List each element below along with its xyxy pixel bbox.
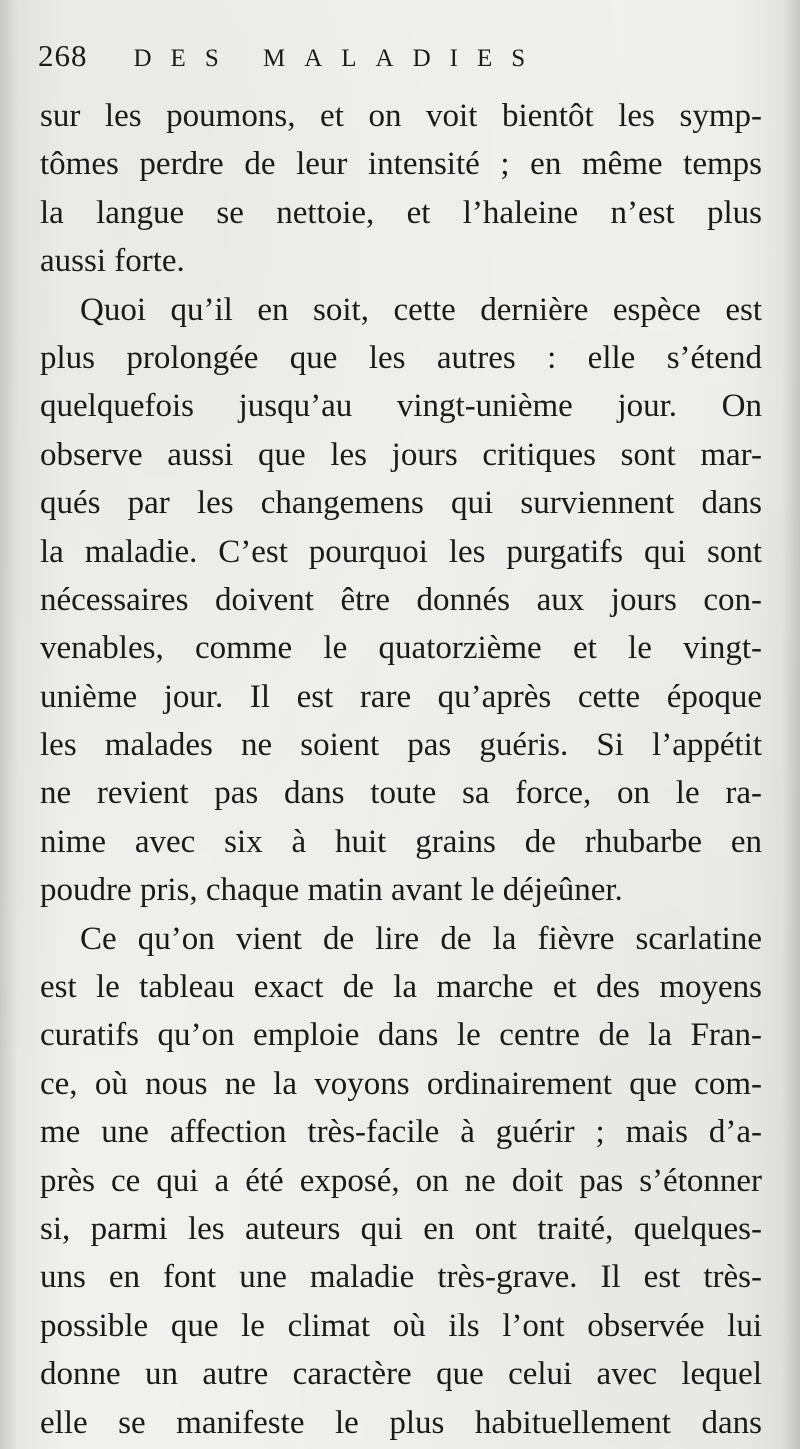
- text-line: qués par les changemens qui surviennent dans: [40, 485, 762, 522]
- text-line: nécessaires doivent être donnés aux jours con-: [40, 581, 762, 618]
- paragraph-start-line: Quoi qu’il en soit, cette dernière espèce est: [80, 291, 762, 328]
- text-line: nime avec six à huit grains de rhubarbe en: [40, 823, 762, 860]
- text-line: observe aussi que les jours critiques sont mar-: [40, 436, 762, 473]
- paragraph-start-line: Ce qu’on vient de lire de la fièvre scarlatine: [80, 920, 762, 957]
- body-text: [40, 92, 762, 1447]
- text-line: si, parmi les auteurs qui en ont traité, quelques-: [40, 1210, 762, 1247]
- text-line: possible que le climat où ils l’ont observée lui: [40, 1307, 762, 1344]
- running-title: DES MALADIES: [133, 45, 545, 72]
- page-edge-shadow-right: [782, 0, 800, 1449]
- text-line: la langue se nettoie, et l’haleine n’est plus: [40, 194, 762, 231]
- text-line: venables, comme le quatorzième et le vingt-: [40, 630, 762, 667]
- running-head: [38, 38, 760, 82]
- text-line: quelquefois jusqu’au vingt-unième jour. On: [40, 388, 762, 425]
- text-line: poudre pris, chaque matin avant le déjeûner.: [40, 872, 623, 909]
- text-line: près ce qui a été exposé, on ne doit pas s’étonner: [40, 1162, 762, 1199]
- text-line: me une affection très-facile à guérir ; mais d’a-: [40, 1114, 762, 1151]
- page-number: 268: [38, 38, 88, 73]
- text-line: plus prolongée que les autres : elle s’étend: [40, 339, 762, 376]
- text-line: est le tableau exact de la marche et des moyens: [40, 969, 762, 1006]
- text-line: tômes perdre de leur intensité ; en même temps: [40, 146, 762, 183]
- text-line: elle se manifeste le plus habituellement dans: [40, 1404, 762, 1441]
- text-line: sur les poumons, et on voit bientôt les symp-: [40, 98, 762, 134]
- text-line: uns en font une maladie très-grave. Il est très-: [40, 1259, 762, 1296]
- text-line: curatifs qu’on emploie dans le centre de la Fran-: [40, 1017, 762, 1054]
- text-line: unième jour. Il est rare qu’après cette époque: [40, 678, 762, 715]
- text-line: ne revient pas dans toute sa force, on le ra-: [40, 775, 762, 812]
- text-line: ce, où nous ne la voyons ordinairement que com-: [40, 1065, 762, 1102]
- text-line: donne un autre caractère que celui avec lequel: [40, 1356, 762, 1393]
- text-line: les malades ne soient pas guéris. Si l’appétit: [40, 727, 762, 764]
- text-line: la maladie. C’est pourquoi les purgatifs qui sont: [40, 533, 762, 570]
- page-edge-shadow-left: [0, 0, 18, 1449]
- text-line: aussi forte.: [40, 243, 185, 280]
